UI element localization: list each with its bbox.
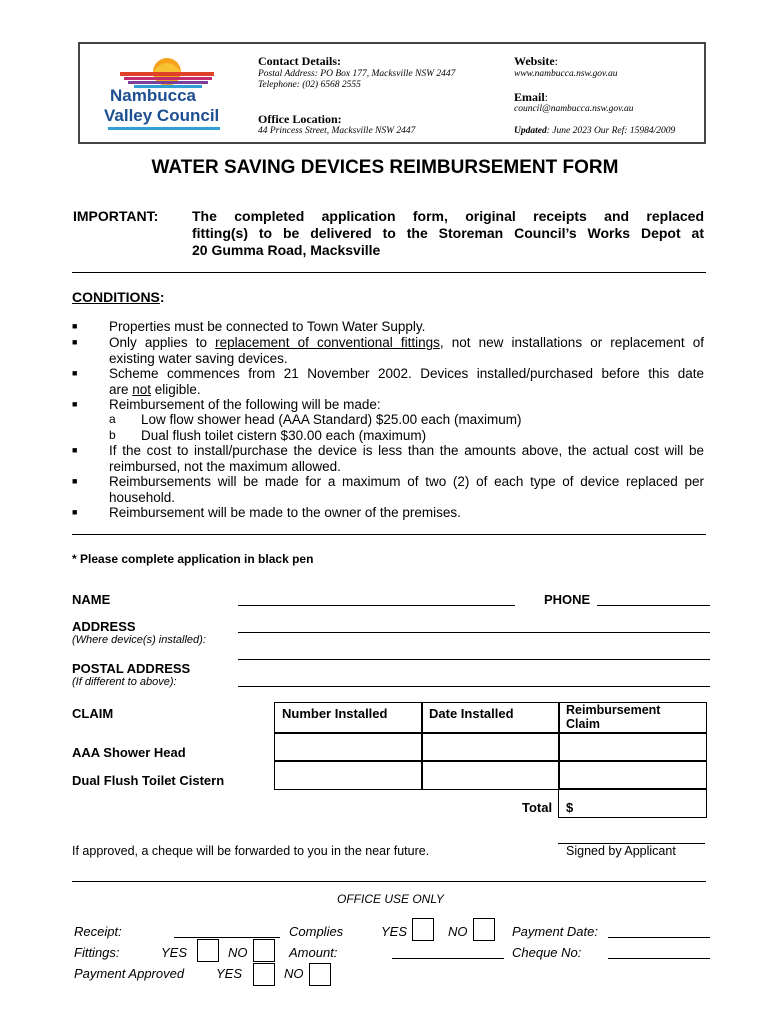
website-url[interactable]: www.nambucca.nsw.gov.au <box>514 69 618 79</box>
postal-address-hint: (If different to above): <box>72 676 177 688</box>
cheque-no-label: Cheque No: <box>512 945 582 960</box>
cheque-no-field[interactable] <box>608 958 710 959</box>
divider-3 <box>72 881 706 882</box>
total-dollar: $ <box>566 800 574 815</box>
postal-address: Postal Address: PO Box 177, Macksville NSW 2447 <box>258 69 456 79</box>
phone-field[interactable] <box>597 605 710 606</box>
address-label: ADDRESS <box>72 619 136 634</box>
complies-no-label: NO <box>448 924 468 939</box>
condition-3-underlined: not <box>132 381 152 397</box>
email-address[interactable]: council@nambucca.nsw.gov.au <box>514 104 634 114</box>
condition-2-line2: existing water saving devices. <box>109 350 288 366</box>
condition-3 <box>109 366 704 397</box>
postal-address-field[interactable] <box>238 686 710 687</box>
office-address: 44 Princess Street, Macksville NSW 2447 <box>258 126 416 136</box>
condition-5 <box>109 443 704 474</box>
header-box <box>78 42 706 144</box>
updated-label: Updated <box>514 126 547 136</box>
office-label: Office Location: <box>258 112 342 126</box>
fittings-yes-label: YES <box>161 945 188 960</box>
condition-2-underlined: replacement of conventional fittings <box>215 335 440 350</box>
condition-2-post: , not new installations or replacement of <box>439 335 704 350</box>
address-field-2[interactable] <box>238 659 710 660</box>
row-cistern-label: Dual Flush Toilet Cistern <box>72 773 225 788</box>
cistern-claim-cell[interactable] <box>558 760 707 790</box>
condition-4: Reimbursement of the following will be made: <box>109 397 381 412</box>
condition-3-line1: Scheme commences from 21 November 2002. Devices installed/purchased before this date <box>109 366 704 381</box>
email-colon: : <box>544 90 549 104</box>
complies-yes-checkbox[interactable] <box>412 918 434 941</box>
condition-5-line1: If the cost to install/purchase the device is less than the amounts above, the actual cost will be <box>109 443 704 458</box>
cistern-number-cell[interactable] <box>274 760 423 790</box>
approval-text: If approved, a cheque will be forwarded to you in the near future. <box>72 844 430 858</box>
bullet-4: ■ <box>72 399 78 409</box>
condition-6-line1: Reimbursements will be made for a maximum of two (2) of each type of device replaced per <box>109 474 704 489</box>
website-label-text: Website <box>514 54 555 68</box>
col-reimb-label-2: Claim <box>566 717 601 731</box>
condition-4b: Dual flush toilet cistern $30.00 each (maximum) <box>141 428 427 443</box>
fittings-no-label: NO <box>228 945 248 960</box>
address-field-1[interactable] <box>238 632 710 633</box>
bullet-2: ■ <box>72 337 78 347</box>
payment-approved-label: Payment Approved <box>74 966 185 981</box>
black-pen-note: * Please complete application in black pen <box>72 552 314 566</box>
logo-underline <box>108 127 220 130</box>
complies-label: Complies <box>289 924 344 939</box>
telephone: Telephone: (02) 6568 2555 <box>258 80 361 90</box>
website-colon: : <box>554 54 559 68</box>
condition-4a: Low flow shower head (AAA Standard) $25.00 each (maximum) <box>141 412 522 427</box>
conditions-heading <box>72 289 165 305</box>
shower-date-cell[interactable] <box>421 732 560 762</box>
website-label <box>514 54 558 69</box>
fittings-yes-checkbox[interactable] <box>197 939 219 962</box>
divider-2 <box>72 534 706 535</box>
logo-line2: Valley Council <box>104 106 220 125</box>
approved-yes-checkbox[interactable] <box>253 963 275 986</box>
condition-6 <box>109 474 704 505</box>
logo-line1: Nambucca <box>110 86 196 105</box>
total-label: Total <box>522 800 553 815</box>
important-line1: The completed application form, original receipts and replaced <box>192 208 704 224</box>
amount-label: Amount: <box>289 945 338 960</box>
email-label <box>514 90 548 105</box>
name-label: NAME <box>72 592 111 607</box>
col-date-label: Date Installed <box>429 706 514 721</box>
condition-4b-letter: b <box>109 428 116 442</box>
important-line2: fitting(s) to be delivered to the Storeman Council’s Works Depot at <box>192 225 704 241</box>
receipt-label: Receipt: <box>74 924 122 939</box>
payment-date-field[interactable] <box>608 937 710 938</box>
amount-field[interactable] <box>392 958 504 959</box>
condition-1: Properties must be connected to Town Water Supply. <box>109 319 426 334</box>
approved-no-checkbox[interactable] <box>309 963 331 986</box>
approved-yes-label: YES <box>216 966 243 981</box>
contact-label: Contact Details: <box>258 54 341 68</box>
col-reimb-label-1: Reimbursement <box>566 703 661 717</box>
condition-4a-letter: a <box>109 412 116 426</box>
bullet-7: ■ <box>72 507 78 517</box>
total-cell[interactable] <box>558 788 707 818</box>
divider-1 <box>72 272 706 273</box>
postal-address-label: POSTAL ADDRESS <box>72 661 191 676</box>
fittings-no-checkbox[interactable] <box>253 939 275 962</box>
shower-claim-cell[interactable] <box>558 732 707 762</box>
bullet-1: ■ <box>72 321 78 331</box>
important-label: IMPORTANT: <box>73 208 159 224</box>
bullet-5: ■ <box>72 445 78 455</box>
office-use-heading: OFFICE USE ONLY <box>337 892 444 906</box>
condition-7: Reimbursement will be made to the owner of the premises. <box>109 505 461 520</box>
payment-date-label: Payment Date: <box>512 924 598 939</box>
receipt-field[interactable] <box>174 937 280 938</box>
approved-no-label: NO <box>284 966 304 981</box>
fittings-label: Fittings: <box>74 945 120 960</box>
updated-ref <box>514 126 675 137</box>
phone-label: PHONE <box>544 592 591 607</box>
condition-6-line2: household. <box>109 489 176 505</box>
complies-yes-label: YES <box>381 924 408 939</box>
claim-label: CLAIM <box>72 706 114 721</box>
col-reimb-label <box>566 703 660 731</box>
condition-5-line2: reimbursed, not the maximum allowed. <box>109 458 341 474</box>
row-shower-label: AAA Shower Head <box>72 745 186 760</box>
signed-label: Signed by Applicant <box>566 844 676 858</box>
important-line3: 20 Gumma Road, Macksville <box>192 242 381 258</box>
col-number-label: Number Installed <box>282 706 388 721</box>
bullet-6: ■ <box>72 476 78 486</box>
conditions-colon: : <box>159 289 165 305</box>
condition-3-post: eligible. <box>151 381 201 397</box>
bullet-3: ■ <box>72 368 78 378</box>
council-logo <box>100 52 230 134</box>
important-text <box>192 208 704 259</box>
condition-3-pre: are <box>109 381 133 397</box>
email-label-text: Email <box>514 90 545 104</box>
condition-2-pre: Only applies to <box>109 335 216 350</box>
address-hint: (Where device(s) installed): <box>72 634 206 646</box>
complies-no-checkbox[interactable] <box>473 918 495 941</box>
cistern-date-cell[interactable] <box>421 760 560 790</box>
conditions-heading-text: CONDITIONS <box>72 289 160 305</box>
name-field[interactable] <box>238 605 515 606</box>
updated-text: : June 2023 Our Ref: 15984/2009 <box>546 126 676 136</box>
condition-2 <box>109 335 704 366</box>
shower-number-cell[interactable] <box>274 732 423 762</box>
form-title: WATER SAVING DEVICES REIMBURSEMENT FORM <box>151 157 619 178</box>
